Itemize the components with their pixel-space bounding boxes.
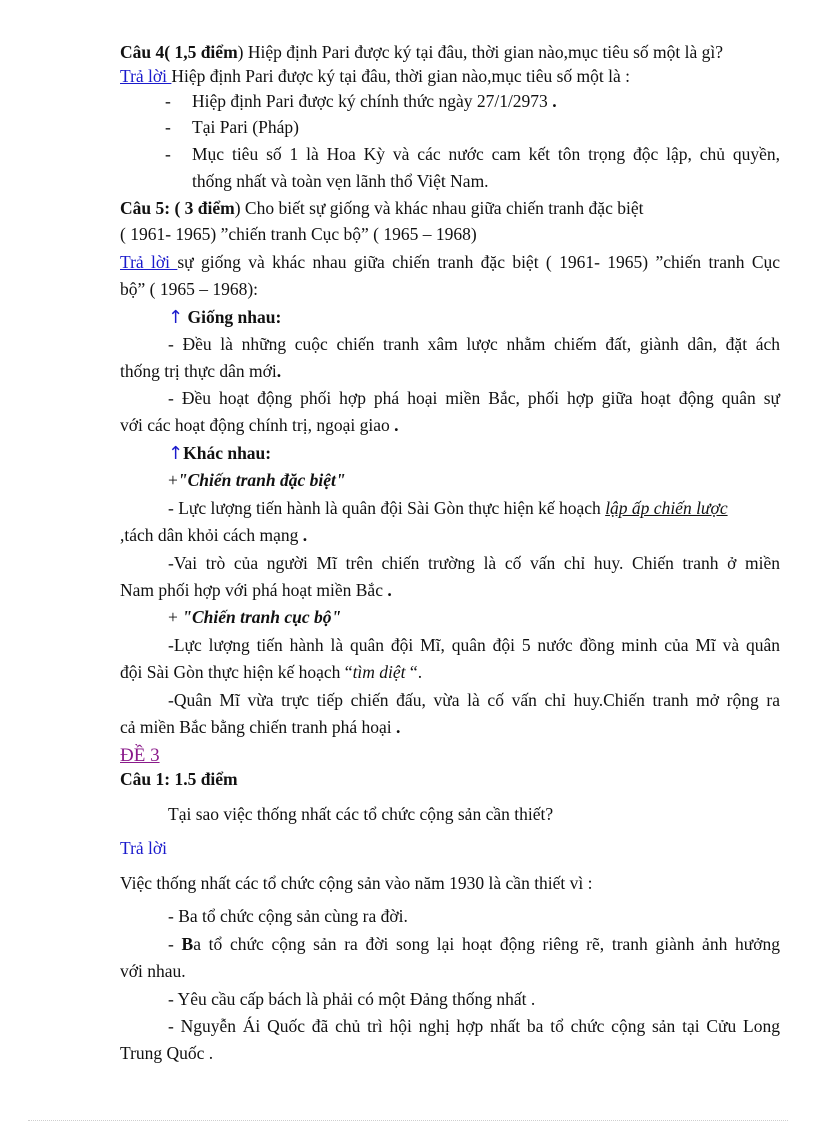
de3-point-2-text: a tổ chức cộng sản ra đời song lại hoạt động riêng rẽ, tranh giành ảnh hưởng [193,934,781,954]
q4-bullet-1-end: . [547,91,557,111]
q5-question-text-1: ) Cho biết sự giống và khác nhau giữa chiến tranh đặc biệt [234,198,644,218]
same-1a: - Đều là những cuộc chiến tranh xâm lược nhằm chiếm đất, giành dân, đặt ách [168,334,780,354]
bullet-dash: - [165,144,171,164]
local-1b-end: “. [405,662,423,682]
q5-question [120,200,780,218]
special-1b [120,527,780,545]
q4-answer-intro [120,68,780,86]
local-2b-period: . [396,717,401,737]
q5-answer-label[interactable]: Trả lời [120,252,178,272]
de3-point-4a: - Nguyễn Ái Quốc đã chủ trì hội nghị hợp nhất ba tổ chức cộng sản tại Cửu Long [168,1016,780,1036]
q4-bullet-1-text: Hiệp định Pari được ký chính thức ngày 27/1/2973 [192,91,548,111]
local-1b [120,664,780,682]
special-2b-period: . [387,580,392,600]
page-bottom-rule [28,1120,788,1121]
same-1b-text: thống trị thực dân mới [120,361,277,381]
special-2a: -Vai trò của người Mĩ trên chiến trường là cố vấn chỉ huy. Chiến tranh ở miền [168,553,780,573]
special-1a [168,500,780,518]
special-2b-text: Nam phối hợp với phá hoạt miền Bắc [120,580,388,600]
q5-answer-line-1 [120,254,780,272]
special-1a-text: - Lực lượng tiến hành là quân đội Sài Gòn thực hiện kế hoạch [168,498,606,518]
special-2b [120,582,780,600]
q5-answer-text-2: bộ” ( 1965 – 1968): [120,279,259,299]
bullet-dash: - [165,91,171,111]
special-1b-text: ,tách dân khỏi cách mạng [120,525,303,545]
q4-answer-intro-text: Hiệp định Pari được ký tại đâu, thời gian nào,mục tiêu số một là : [171,66,631,86]
de3-answer-label[interactable]: Trả lời [120,838,168,858]
bullet-dash: - [165,117,171,137]
de3-q1-question: Tại sao việc thống nhất các tổ chức cộng sản cần thiết? [168,804,554,824]
local-1b-italic: tìm diệt [352,662,406,682]
same-2b [120,417,780,435]
q5-label: Câu 5: [120,198,175,218]
de3-point-2a [168,936,780,954]
same-heading [168,309,816,327]
special-prefix: + [168,470,178,490]
de3-point-2-dash: - [168,934,182,954]
local-title-text: "Chiến tranh cục bộ" [182,607,342,627]
local-prefix: + [168,607,183,627]
q4-answer-label[interactable]: Trả lời [120,66,172,86]
diff-heading-text: Khác nhau: [183,443,272,463]
same-heading-text: Giống nhau: [183,307,282,327]
special-1b-period: . [302,525,308,545]
same-2a: - Đều hoạt động phối hợp phá hoại miền Bắc, phối hợp giữa hoạt động quân sự [168,388,780,408]
q5-points: ( 3 điểm [174,198,235,218]
q4-bullet-3-text: Mục tiêu số 1 là Hoa Kỳ và các nước cam kết tôn trọng độc lập, chủ quyền, [192,144,780,164]
q5-answer-text-1: sự giống và khác nhau giữa chiến tranh đặc biệt ( 1961- 1965) ”chiến tranh Cục [177,252,781,272]
same-2b-period: . [394,415,399,435]
de3-title-link[interactable]: ĐỀ 3 [120,745,160,766]
same-1b [120,363,780,381]
q4-question-text: ) Hiệp định Pari được ký tại đâu, thời gian nào,mục tiêu số một là gì? [237,42,723,62]
q4-bullet-2-text: Tại Pari (Pháp) [192,117,299,137]
de3-point-2b: với nhau. [120,961,186,981]
special-title [168,472,816,490]
special-1a-link[interactable]: lập ấp chiến lược [605,498,728,518]
diff-heading [168,445,816,463]
up-arrow-icon: ↑ [168,307,184,328]
same-2b-text: với các hoạt động chính trị, ngoại giao [120,415,395,435]
same-1b-period: . [276,361,282,381]
de3-point-1: - Ba tổ chức cộng sản cùng ra đời. [168,906,408,926]
local-title [168,609,816,627]
special-title-text: "Chiến tranh đặc biệt" [177,470,346,490]
de3-title [120,746,780,765]
de3-intro: Việc thống nhất các tổ chức cộng sản vào năm 1930 là cần thiết vì : [120,873,593,893]
q4-question [120,44,780,62]
de3-q1-title: Câu 1: 1.5 điểm [120,769,238,789]
local-2b [120,719,780,737]
de3-point-3: - Yêu cầu cấp bách là phải có một Đảng thống nhất . [168,989,536,1009]
q4-label: Câu 4 [120,42,165,62]
q5-question-text-2: ( 1961- 1965) ”chiến tranh Cục bộ” ( 1965 – 1968) [120,224,477,244]
local-1b-text: đội Sài Gòn thực hiện kế hoạch “ [120,662,353,682]
up-arrow-icon: ↑ [168,443,184,464]
local-1a: -Lực lượng tiến hành là quân đội Mĩ, quân đội 5 nước đồng minh của Mĩ và quân [168,635,780,655]
local-2a: -Quân Mĩ vừa trực tiếp chiến đấu, vừa là cố vấn chỉ huy.Chiến tranh mở rộng ra [168,690,780,710]
local-2b-text: cả miền Bắc bằng chiến tranh phá hoại [120,717,397,737]
q4-bullet-3-cont: thống nhất và toàn vẹn lãnh thổ Việt Nam. [192,171,489,191]
de3-point-2-bold: B [181,934,194,954]
q4-points: ( 1,5 điểm [164,42,238,62]
de3-point-4b: Trung Quốc . [120,1043,214,1063]
